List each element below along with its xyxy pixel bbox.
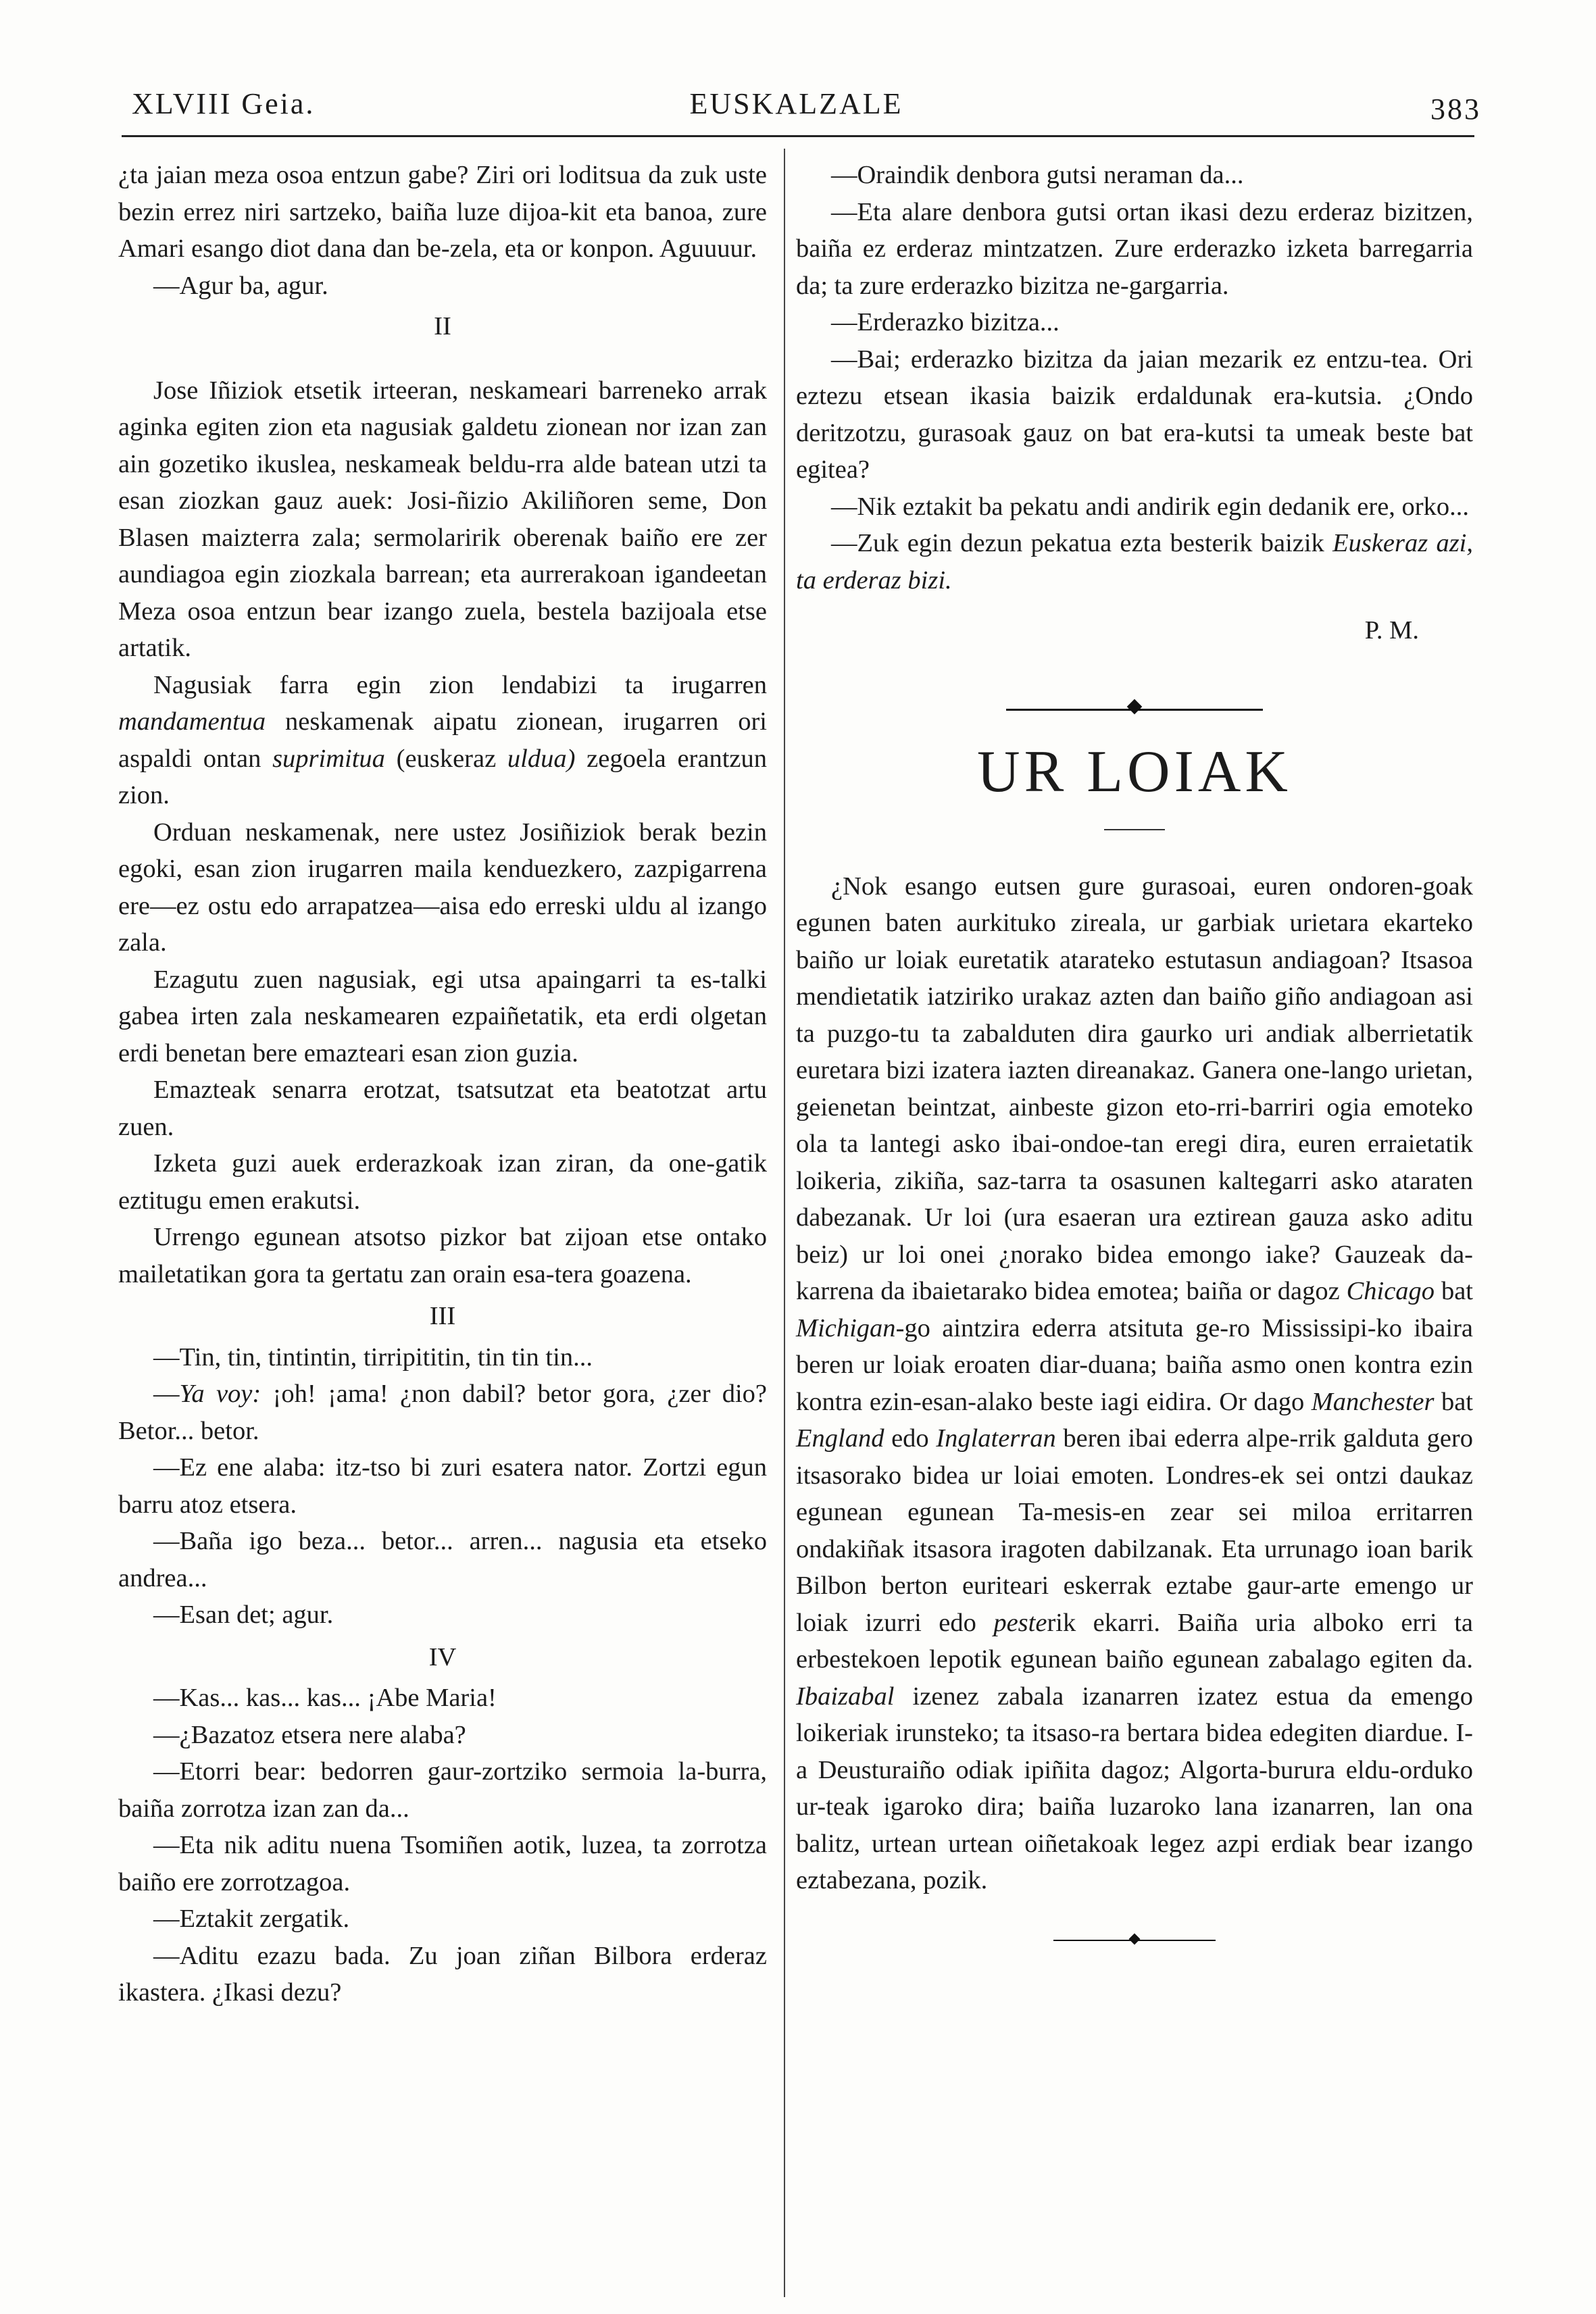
right-column	[796, 157, 1473, 1953]
paragraph: —Nik eztakit ba pekatu andi andirik egin dedanik ere, orko...	[831, 492, 1470, 521]
journal-title: EUSKALZALE	[689, 87, 903, 120]
header-rule	[122, 135, 1474, 137]
paragraph: —¿Bazatoz etsera nere alaba?	[153, 1720, 466, 1749]
author-signature: P. M.	[1364, 616, 1419, 645]
running-head	[111, 86, 1481, 134]
paragraph: Izketa guzi auek erderazkoak izan ziran, da one-gatik eztitugu emen erakutsi.	[118, 1149, 767, 1215]
title-rule	[1104, 829, 1165, 830]
section-heading-4: IV	[428, 1642, 457, 1671]
paragraph: Orduan neskamenak, nere ustez Josiñiziok berak bezin egoki, esan zion irugarren maila kenduezkero, zazpigarrena ere—ez ostu edo arrapatzea—aisa edo erreski uldu al izango zala.	[118, 818, 767, 957]
paragraph: Jose Iñiziok etsetik irteeran, neskameari barreneko arrak aginka egiten zion eta nagusiak galdetu zionean nor izan zan ain gozetiko ikuslea, neskameak beldu-rra alde batean utzi ta esan ziozkan gauz auek: Josi-ñizio Akiliñoren seme, Don Blasen maizterra zala; sermolaririk oberenak baiño ere zer aundiagoa egin ziozkala barrean; eta aurrerakoan igandeetan Meza osoa entzun bear izango zuela, bestela bazijoala etse artatik.	[118, 376, 767, 662]
section-ornament	[796, 690, 1473, 730]
paragraph: —Tin, tin, tintintin, tirripititin, tin tin tin...	[153, 1342, 593, 1372]
paragraph: Emazteak senarra erotzat, tsatsutzat eta beatotzat artu zuen.	[118, 1076, 767, 1141]
paragraph: —Baña igo beza... betor... arren... nagusia eta etseko andrea...	[118, 1527, 767, 1592]
paragraph: —Aditu ezazu bada. Zu joan ziñan Bilbora erderaz ikastera. ¿Ikasi dezu?	[118, 1941, 767, 2007]
paragraph: —Agur ba, agur.	[153, 271, 328, 300]
paragraph: —Erderazko bizitza...	[831, 308, 1059, 336]
article-title: UR LOIAK	[977, 738, 1292, 805]
paragraph: ¿Nok esango eutsen gure gurasoai, euren ondoren-goak egunen baten aurkituko zireala, ur garbiak urietara ekarteko baiño ur loiak euretatik atarateko estutasun andiagoan? Itsasoa mendietatik iatziriko urakaz azten dan baiño giño andiagoan asi ta puzgo-tu ta zabalduten dira gaurko uri andiak alberrietatik euretara bizi izatera iazten direanakaz. Ganera one-lango urietan, geienetan beintzat, ainbeste gizon eto-rri-barriri ogia emoteko ola ta lantegi asko ibai-ondoe-tan eregi dira, euren erraietatik loikeria, zikiña, saz-tarra ta osasunen kaltegarri asko ataraten dabezanak. Ur loi (ura esaeran ura eztirean gauza asko aditu beiz) ur loi onei ¿norako bidea emongo iake? Gauzeak da-karrena da ibaietarako bidea emotea; baiña or dagoz Chicago bat Michigan-go aintzira ederra atsituta ge-ro Mississipi-ko ibaira beren ur loiak eroaten diar-duana; baiña asmo onen kontra ezin kontra ezin-esan-alako beste iagi eidira. Or dago Manchester bat England edo Inglaterran beren ibai ederra alpe-rrik galduta gero itsasorako bidea ur loiai emoten. Londres-ek sei ontzi daukaz egunean egunean Ta-mesis-en zear sei miloa erritarren ondakiñak itsasora iragoten dabilzanak. Eta urrunago ioan barik Bilbon berton euriteari eskerrak eztabe gaur-arte emengo ur loiak izurri edo pesterik ekarri. Baiña uria alboko erri ta erbestekoen lepotik egunean baiño egunean zabalago egiten da. Ibaizabal izenez zabala izanarren izatez estua da emengo loikeriak irunsteko; ta itsaso-ra bertara bidea edegiten diardue. I-a Deusturaiño odiak ipiñita dagoz; Algorta-burura eldu-orduko ur-teak igaroko dira; baiña luzaroko lana izanarren, lan ona balitz, urtean urtean oiñetakoak legez azpi erdiak bear izango eztabezana, pozik.	[796, 872, 1473, 1894]
diamond-icon	[1127, 699, 1143, 714]
left-column	[118, 157, 767, 2011]
paragraph: —Eta nik aditu nuena Tsomiñen aotik, luzea, ta zorrotza baiño ere zorrotzagoa.	[118, 1831, 767, 1896]
column-divider	[784, 149, 785, 2297]
diamond-icon	[1129, 1933, 1141, 1944]
paragraph: Urrengo egunean atsotso pizkor bat zijoan etse ontako mailetatikan gora ta gertatu zan orain esa-tera goazena.	[118, 1223, 767, 1288]
paragraph: ¿ta jaian meza osoa entzun gabe? Ziri ori loditsua da zuk uste bezin errez niri sartzeko, baiña luze dijoa-kit eta banoa, zure Amari esango diot dana dan be-zela, eta or konpon. Aguuuur.	[118, 161, 767, 263]
paragraph: —Ez ene alaba: itz-tso bi zuri esatera nator. Zortzi egun barru atoz etsera.	[118, 1453, 767, 1519]
paragraph: Nagusiak farra egin zion lendabizi ta irugarren mandamentua neskamenak aipatu zionean, irugarren ori aspaldi ontan suprimitua (euskeraz uldua) zegoela erantzun zion.	[118, 670, 767, 809]
section-heading-3: III	[429, 1302, 456, 1330]
volume-label: XLVIII Geia.	[132, 87, 316, 120]
paragraph: —Bai; erderazko bizitza da jaian mezarik ez entzu-tea. Ori eztezu etsean ikasia baizik erdaldunak era-kutsia. ¿Ondo deritzotzu, gurasoak gauz on bat era-kutsi ta umeak beste bat egitea?	[796, 345, 1473, 484]
paragraph: —Kas... kas... kas... ¡Abe Maria!	[153, 1684, 497, 1712]
paragraph: —Oraindik denbora gutsi neraman da...	[831, 161, 1244, 189]
paragraph: —Eztakit zergatik.	[153, 1905, 350, 1933]
paragraph: —Esan det; agur.	[153, 1601, 334, 1629]
paragraph: Ezagutu zuen nagusiak, egi utsa apaingarri ta es-talki gabea irten zala neskamearen ezpaiñetatik, eta erdi olgetan erdi benetan bere emazteari esan zion guzia.	[118, 965, 767, 1067]
paragraph: —Eta alare denbora gutsi ortan ikasi dezu erderaz bizitzen, baiña ez erderaz mintzatzen. Zure erderazko izketa barregarria da; ta zure erderazko bizitza ne-gargarria.	[796, 197, 1473, 300]
page-number: 383	[1430, 93, 1481, 126]
paragraph: —Ya voy: ¡oh! ¡ama! ¿non dabil? betor gora, ¿zer dio? Betor... betor.	[118, 1380, 767, 1445]
section-heading-2: II	[434, 312, 451, 341]
paragraph: —Etorri bear: bedorren gaur-zortziko sermoia la-burra, baiña zorrotza izan zan da...	[118, 1757, 767, 1823]
end-ornament	[796, 1926, 1473, 1953]
paragraph: —Zuk egin dezun pekatua ezta besterik baizik Euskeraz azi, ta erderaz bizi.	[796, 529, 1474, 595]
